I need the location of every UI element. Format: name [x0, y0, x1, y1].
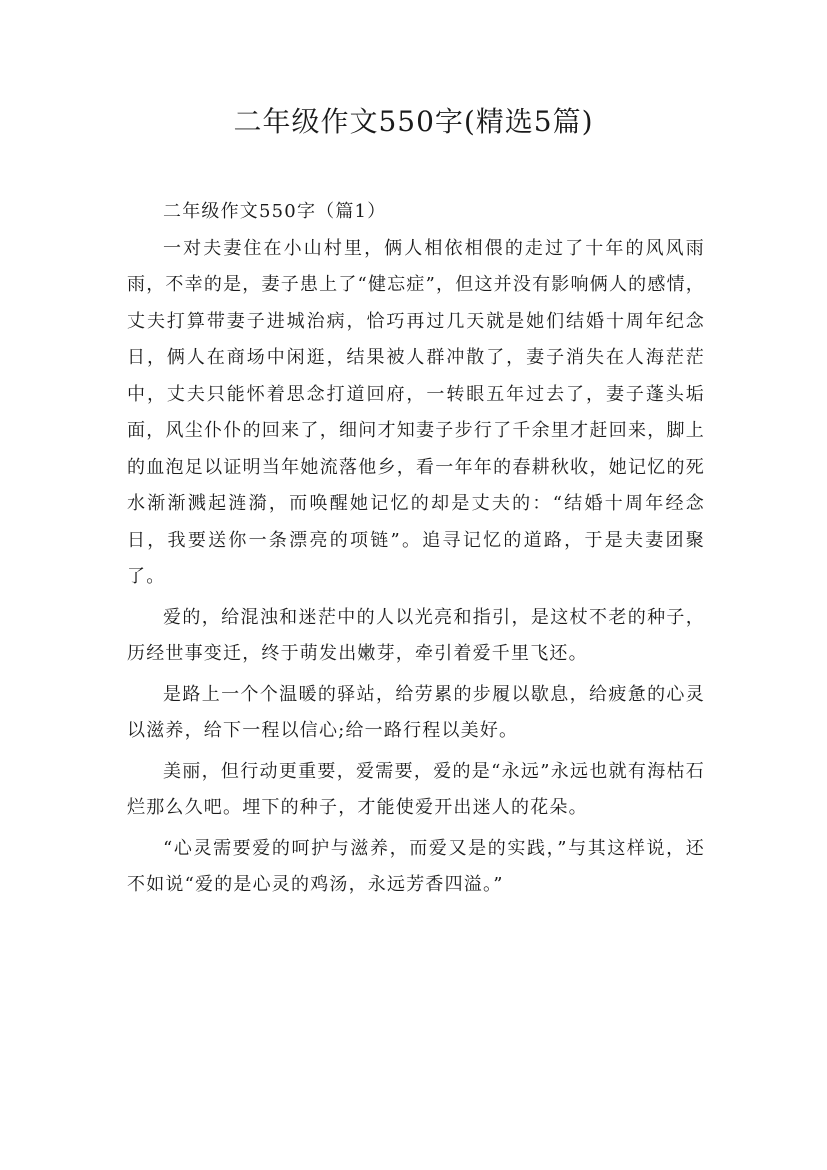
document-title: 二年级作文550字(精选5篇) — [233, 105, 594, 138]
section-heading: 二年级作文550字（篇1） — [163, 201, 387, 222]
document-body — [127, 194, 705, 908]
paragraph: 爱的，给混浊和迷茫中的人以光亮和指引，是这杖不老的种子，历经世事变迁，终于萌发出嫩芽，牵引着爱千里飞还。 — [127, 606, 705, 664]
paragraph: “心灵需要爱的呵护与滋养，而爱又是的实践，”与其这样说，还不如说“爱的是心灵的鸡汤，永远芳香四溢。” — [127, 837, 705, 895]
paragraph: 一对夫妻住在小山村里，俩人相依相偎的走过了十年的风风雨雨，不幸的是，妻子患上了“健忘症”，但这并没有影响俩人的感情，丈夫打算带妻子进城治病，恰巧再过几天就是她们结婚十周年纪念日，俩人在商场中闲逛，结果被人群冲散了，妻子消失在人海茫茫中，丈夫只能怀着思念打道回府，一转眼五年过去了，妻子蓬头垢面，风尘仆仆的回来了，细问才知妻子步行了千余里才赶回来，脚上的血泡足以证明当年她流落他乡，看一年年的春耕秋收，她记忆的死水渐渐溅起涟漪，而唤醒她记忆的却是丈夫的：“结婚十周年经念日，我要送你一条漂亮的项链”。追寻记忆的道路，于是夫妻团聚了。 — [127, 237, 705, 587]
paragraph: 美丽，但行动更重要，爱需要，爱的是“永远”永远也就有海枯石烂那么久吧。埋下的种子，才能使爱开出迷人的花朵。 — [127, 760, 705, 818]
paragraph: 是路上一个个温暖的驿站，给劳累的步履以歇息，给疲惫的心灵以滋养，给下一程以信心;给一路行程以美好。 — [127, 683, 705, 741]
